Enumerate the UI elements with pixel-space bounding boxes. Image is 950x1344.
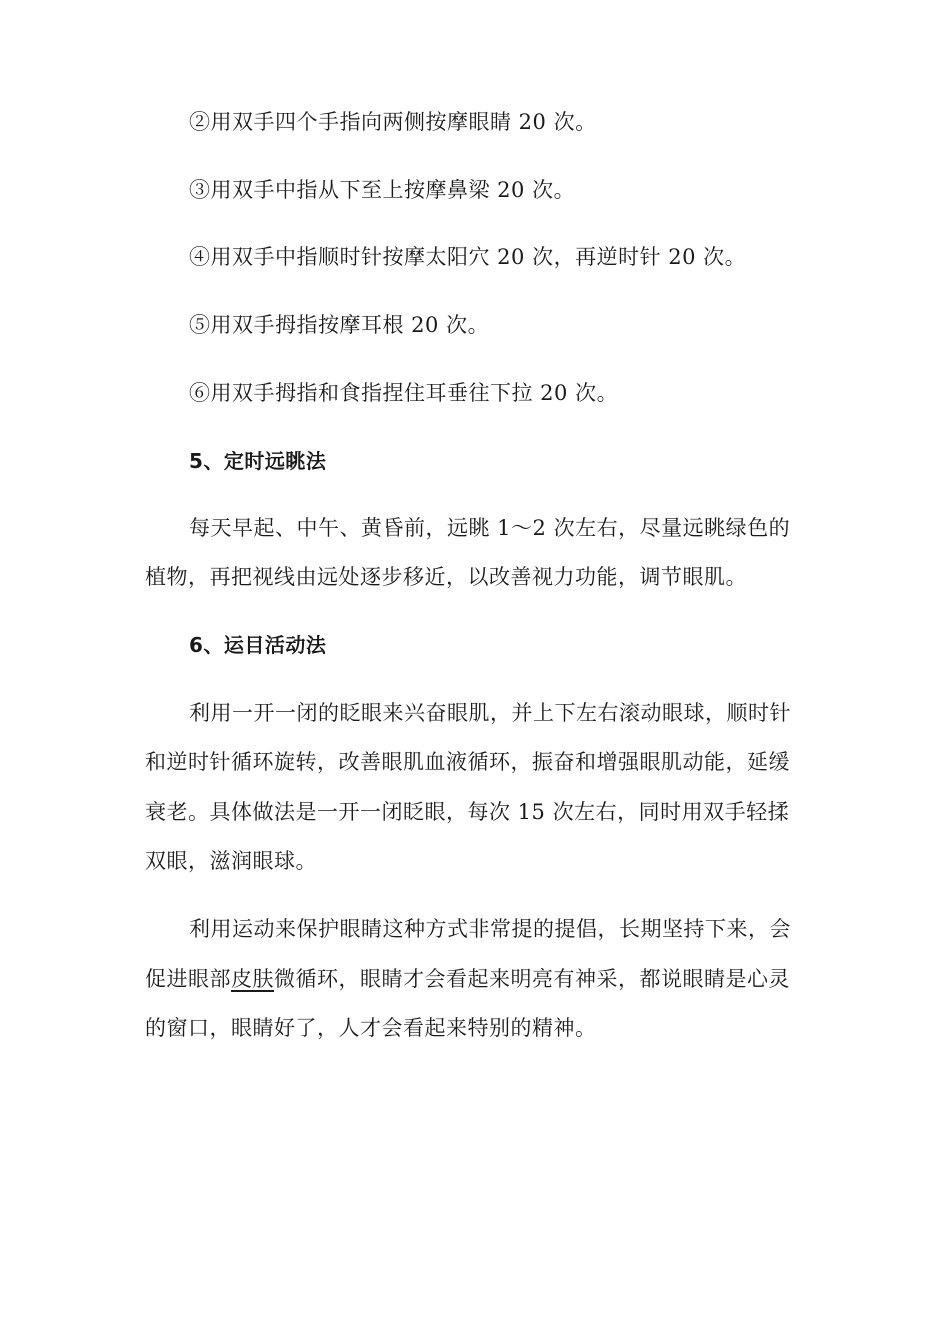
conclusion-line [145, 964, 790, 994]
conclusion-text: 微循环，眼睛才会看起来明亮有神采，都说眼睛是心灵 [274, 967, 790, 991]
section-6-paragraph-line: 和逆时针循环旋转，改善眼肌血液循环，振奋和增强眼肌动能，延缓 [145, 750, 790, 774]
step-4: ④用双手中指顺时针按摩太阳穴 20 次，再逆时针 20 次。 [189, 245, 747, 269]
step-2: ②用双手四个手指向两侧按摩眼睛 20 次。 [189, 110, 597, 134]
section-6-paragraph-line: 双眼，滋润眼球。 [145, 849, 317, 873]
step-6: ⑥用双手拇指和食指捏住耳垂往下拉 20 次。 [189, 381, 619, 405]
section-5-paragraph-line: 每天早起、中午、黄昏前，远眺 1～2 次左右，尽量远眺绿色的 [189, 516, 791, 540]
section-5-heading: 5、定时远眺法 [189, 449, 327, 473]
section-5-paragraph-line: 植物，再把视线由远处逐步移近，以改善视力功能，调节眼肌。 [145, 565, 747, 589]
section-6-paragraph-line: 利用一开一闭的眨眼来兴奋眼肌，并上下左右滚动眼球，顺时针 [189, 701, 791, 725]
skin-link[interactable]: 皮肤 [231, 967, 274, 991]
section-6-paragraph-line: 衰老。具体做法是一开一闭眨眼，每次 15 次左右，同时用双手轻揉 [145, 800, 790, 824]
section-6-heading: 6、运目活动法 [189, 633, 327, 657]
step-3: ③用双手中指从下至上按摩鼻梁 20 次。 [189, 178, 576, 202]
conclusion-line: 的窗口，眼睛好了，人才会看起来特别的精神。 [145, 1016, 597, 1040]
step-5: ⑤用双手拇指按摩耳根 20 次。 [189, 313, 490, 337]
conclusion-line: 利用运动来保护眼睛这种方式非常提的提倡，长期坚持下来，会 [189, 917, 791, 941]
conclusion-text: 促进眼部 [145, 967, 231, 991]
